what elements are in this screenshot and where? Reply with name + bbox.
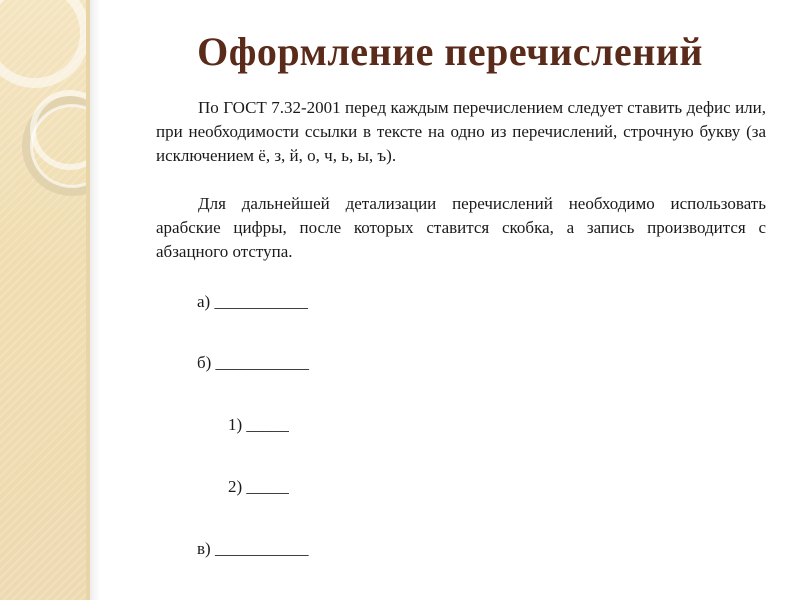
list-item-v: в) ___________ [197,539,309,558]
slide-title: Оформление перечислений [197,29,703,74]
slide-body [156,96,766,264]
paragraph-gost-rule: По ГОСТ 7.32-2001 перед каждым перечислением следует ставить дефис или, при необходимости ссылки в тексте на одно из перечислений, строчную букву (за исключением ё, з, й, о, ч, ь, ы, ъ). [156,98,766,165]
list-subitem-2: 2) _____ [228,477,289,496]
sidebar-shadow [90,0,100,600]
decorative-ring [0,0,86,88]
decorative-sidebar [0,0,86,600]
paragraph-detailing-rule: Для дальнейшей детализации перечислений необходимо использовать арабские цифры, после которых ставится скобка, а запись производится с абзацного отступа. [156,194,766,261]
list-item-a: а) ___________ [197,292,308,311]
list-subitem-1: 1) _____ [228,415,289,434]
list-item-b: б) ___________ [197,353,310,372]
